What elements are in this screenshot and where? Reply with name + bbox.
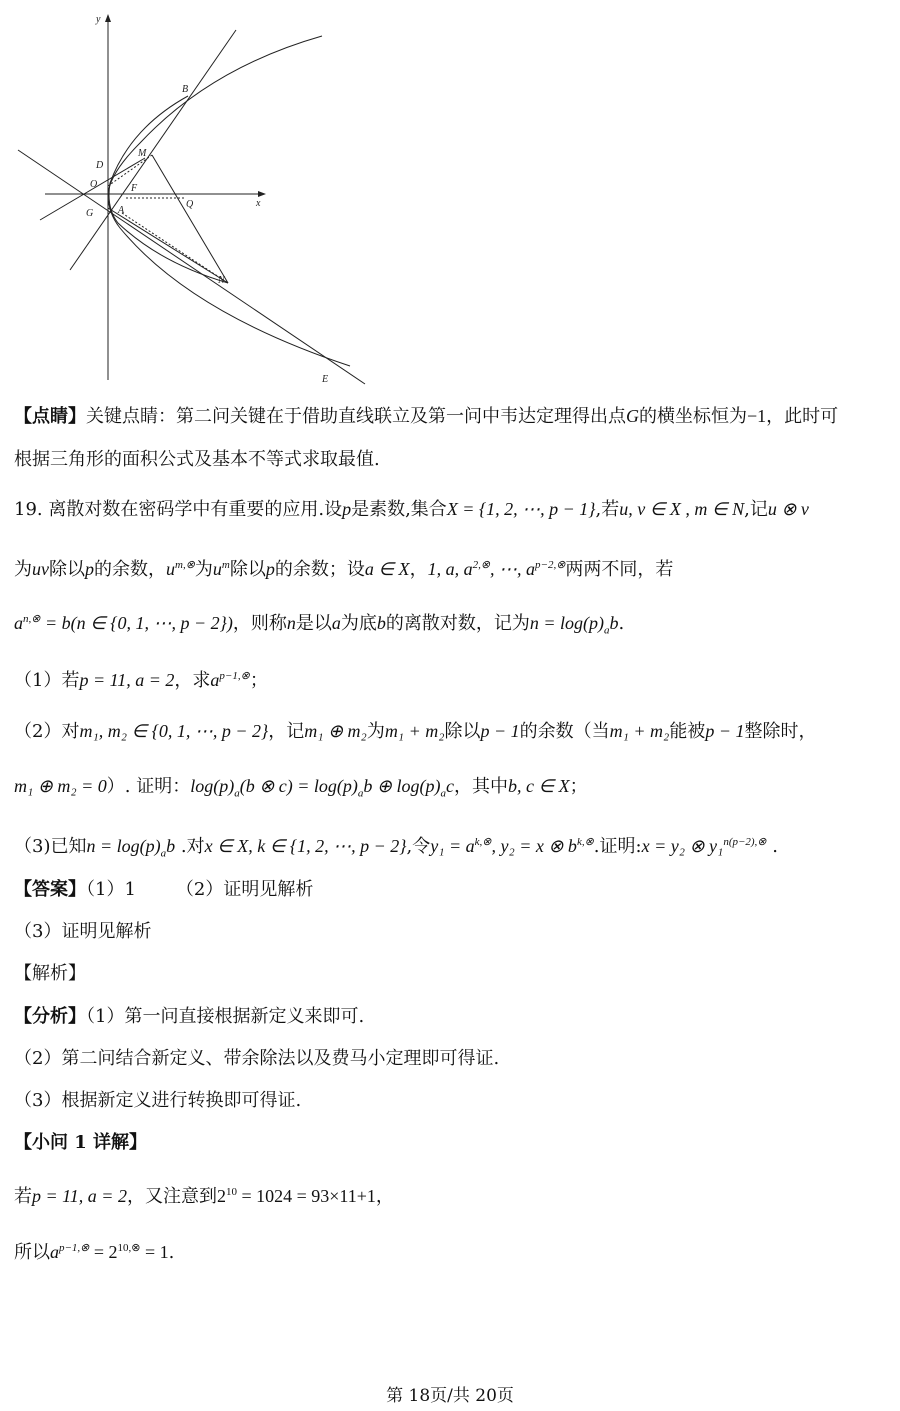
text: （3）根据新定义进行转换即可得证. <box>14 1090 302 1111</box>
math-neg1: −1 <box>747 406 767 426</box>
answer-1: （1）1 <box>86 879 136 900</box>
text: 为底 <box>340 613 377 634</box>
math-sub: a <box>440 787 446 800</box>
math-y1: y₁ = a <box>430 836 475 856</box>
math-y2: , y₂ = x ⊗ b <box>491 836 577 856</box>
math-expr: = 2 <box>89 1242 118 1262</box>
math-cond: p = 11, a = 2 <box>32 1186 127 1206</box>
math-G: G <box>626 406 639 426</box>
parabola-curve <box>108 36 350 366</box>
text: ， <box>375 1186 394 1207</box>
solution-line1 <box>14 1179 890 1210</box>
subq1-tag: 【小问 1 详解】 <box>14 1132 148 1153</box>
math-p: p <box>342 499 352 519</box>
math-m-set: m₁, m₂ ∈ {0, 1, ⋯, p − 2} <box>79 721 269 741</box>
math-seq: , ⋯, a <box>490 559 536 579</box>
answer-line2 <box>14 919 890 945</box>
label-F: F <box>131 183 138 194</box>
text: 若 <box>14 1186 32 1207</box>
math-u-otimes-v: u ⊗ v <box>767 499 809 519</box>
math-sub: a <box>603 624 610 637</box>
answer-tag: 【答案】 <box>14 879 86 900</box>
math-log: (b ⊗ c) = log(p) <box>239 776 358 796</box>
math-a: a <box>331 613 341 633</box>
text: 是素数,集合 <box>351 499 447 520</box>
text: 为 <box>194 559 213 580</box>
fenxi-tag: 【分析】 <box>14 1006 86 1027</box>
geometry-figure <box>10 8 380 388</box>
text: （1）第一问直接根据新定义来即可. <box>86 1006 365 1027</box>
math-cond: p = 11, a = 2 <box>79 670 175 690</box>
math-p-1: p − 1 <box>480 721 520 741</box>
fenxi-line3 <box>14 1088 890 1114</box>
math-seq: 1, a, a <box>427 559 473 579</box>
text: ，求 <box>174 670 211 691</box>
text: 为 <box>366 721 385 742</box>
math-expr: = b(n ∈ {0, 1, ⋯, p − 2}) <box>40 613 233 633</box>
label-x: x <box>256 198 261 209</box>
math-sup: m <box>221 559 230 571</box>
dotted-OM <box>108 155 152 186</box>
text: （2）第二问结合新定义、带余除法以及费马小定理即可得证. <box>14 1048 500 1069</box>
inner-curve <box>109 96 228 283</box>
jiexi-heading <box>14 961 890 987</box>
math-sum: m₁ + m₂ <box>384 721 445 741</box>
text: 的余数；设 <box>274 559 365 580</box>
text: 整除时， <box>744 721 817 742</box>
text: .证明: <box>593 836 642 857</box>
label-G: G <box>86 208 94 219</box>
text: 两两不同，若 <box>565 559 674 580</box>
dianjing-line1 <box>14 403 890 430</box>
page-footer: 第 18页/共 20页 <box>386 1386 514 1406</box>
text: （3)已知 <box>14 836 87 857</box>
text: 的余数， <box>94 559 166 580</box>
text: ，其中 <box>453 776 508 797</box>
text: ）. 证明： <box>106 776 191 797</box>
text: 的离散对数，记为 <box>385 613 530 634</box>
text: （2）对 <box>14 721 80 742</box>
math-sup: 2,⊗ <box>472 559 491 571</box>
parabola-diagram <box>10 8 380 388</box>
math-sup: p−2,⊗ <box>535 559 566 571</box>
math-p-1: p − 1 <box>705 721 745 741</box>
math-u: u <box>166 559 175 579</box>
math-u: u <box>212 559 222 579</box>
math-sup: 10,⊗ <box>117 1242 141 1254</box>
label-O: O <box>90 179 98 190</box>
math-sup: m,⊗ <box>175 559 195 571</box>
math-sum: m₁ + m₂ <box>609 721 670 741</box>
text: ； <box>569 776 588 797</box>
text: . <box>766 836 778 857</box>
text: 根据三角形的面积公式及基本不等式求取最值. <box>14 449 380 470</box>
math-bcX: b, c ∈ X <box>507 776 570 796</box>
math-a: a <box>210 670 220 690</box>
math-sup: 10 <box>225 1186 237 1198</box>
text: ，记 <box>268 721 305 742</box>
dianjing-line2 <box>14 447 890 473</box>
math-setX: X = {1, 2, ⋯, p − 1} <box>446 499 596 519</box>
label-Q: Q <box>186 199 194 210</box>
math-expr: = 1 <box>140 1242 169 1262</box>
math-sup: n(p−2),⊗ <box>723 836 767 848</box>
math-oplus-zero: m₁ ⊕ m₂ = 0 <box>14 776 107 796</box>
math-aX: a ∈ X <box>364 559 410 579</box>
text: 的横坐标恒为 <box>639 406 747 427</box>
math-log: n = log(p) <box>86 836 161 856</box>
text: . <box>168 1242 175 1263</box>
math-uv: uv <box>32 559 49 579</box>
text: 为 <box>14 559 32 580</box>
math-b: b <box>166 836 176 856</box>
math-p: p <box>85 559 94 579</box>
text: 19. 离散对数在密码学中有重要的应用.设 <box>14 499 343 520</box>
label-N: N <box>218 275 225 286</box>
segment-AN <box>108 208 228 283</box>
math-p: p <box>265 559 275 579</box>
text: 除以 <box>444 721 481 742</box>
fenxi-line1 <box>14 1004 890 1030</box>
answer-3: （3）证明见解析 <box>14 921 152 942</box>
text: 的余数（当 <box>519 721 610 742</box>
q19-part3 <box>14 829 890 867</box>
math-sup: p−1,⊗ <box>59 1242 90 1254</box>
math-sub: a <box>234 787 240 800</box>
math-oplus: m₁ ⊕ m₂ <box>304 721 367 741</box>
text: ,记 <box>744 499 768 520</box>
math-log: b ⊕ log(p) <box>363 776 441 796</box>
text: ； <box>249 670 268 691</box>
math-c: c <box>445 776 454 796</box>
math-a: a <box>14 613 23 633</box>
solution-line2 <box>14 1235 890 1266</box>
text: 除以 <box>229 559 266 580</box>
q19-line2 <box>14 552 890 583</box>
q19-part2-line2 <box>14 773 890 807</box>
text: .对 <box>175 836 205 857</box>
dianjing-tag: 【点睛】 <box>14 406 86 427</box>
math-log: log(p) <box>190 776 235 796</box>
label-A: A <box>118 205 125 216</box>
text: （1）若 <box>14 670 80 691</box>
math-log: n = log(p) <box>529 613 604 633</box>
segment-MN <box>152 155 228 283</box>
q19-part1 <box>14 663 890 694</box>
text: 能被 <box>669 721 706 742</box>
text: 除以 <box>49 559 85 580</box>
answer-2: （2）证明见解析 <box>175 879 314 900</box>
math-sup: k,⊗ <box>576 836 594 848</box>
label-M: M <box>138 148 147 159</box>
math-x-eq: x = y₂ ⊗ y₁ <box>641 836 724 856</box>
math-sub: a <box>160 847 167 860</box>
math-b: b <box>376 613 386 633</box>
text: 关键点睛：第二问关键在于借助直线联立及第一问中韦达定理得出点 <box>86 406 626 427</box>
label-E: E <box>322 374 329 385</box>
math-expr: = 1024 = 93×11+1 <box>236 1186 376 1206</box>
text: ，又注意到 <box>126 1186 217 1207</box>
subq1-heading <box>14 1130 890 1156</box>
label-D: D <box>96 160 104 171</box>
math-xk: x ∈ X, k ∈ {1, 2, ⋯, p − 2} <box>204 836 407 856</box>
text: 是以 <box>295 613 332 634</box>
label-B: B <box>182 84 189 95</box>
x-axis-arrow <box>258 191 266 197</box>
text: ， <box>409 559 428 580</box>
line-through-E <box>18 150 365 384</box>
jiexi-tag: 【解析】 <box>14 963 86 984</box>
math-sub: a <box>357 787 364 800</box>
label-y: y <box>96 14 101 25</box>
text: ,令 <box>406 836 431 857</box>
text: ，则称 <box>232 613 287 634</box>
math-sup: n,⊗ <box>23 613 41 625</box>
fenxi-line2 <box>14 1046 890 1072</box>
math-b: b <box>609 613 619 633</box>
y-axis-arrow <box>105 14 111 22</box>
text: ，此时可 <box>766 406 839 427</box>
q19-line1 <box>14 496 890 523</box>
math-n: n <box>286 613 296 633</box>
text: ,若 <box>595 499 620 520</box>
math-uv-cond: u, v ∈ X , m ∈ N <box>619 499 745 519</box>
math-a: a <box>50 1242 59 1262</box>
math-2: 2 <box>216 1186 226 1206</box>
q19-part2-line1 <box>14 718 890 745</box>
q19-line3 <box>14 606 890 644</box>
math-sup: k,⊗ <box>474 836 492 848</box>
text: 所以 <box>14 1242 50 1263</box>
text: . <box>618 613 625 634</box>
math-sup: p−1,⊗ <box>219 670 250 682</box>
answer-line1 <box>14 877 890 903</box>
